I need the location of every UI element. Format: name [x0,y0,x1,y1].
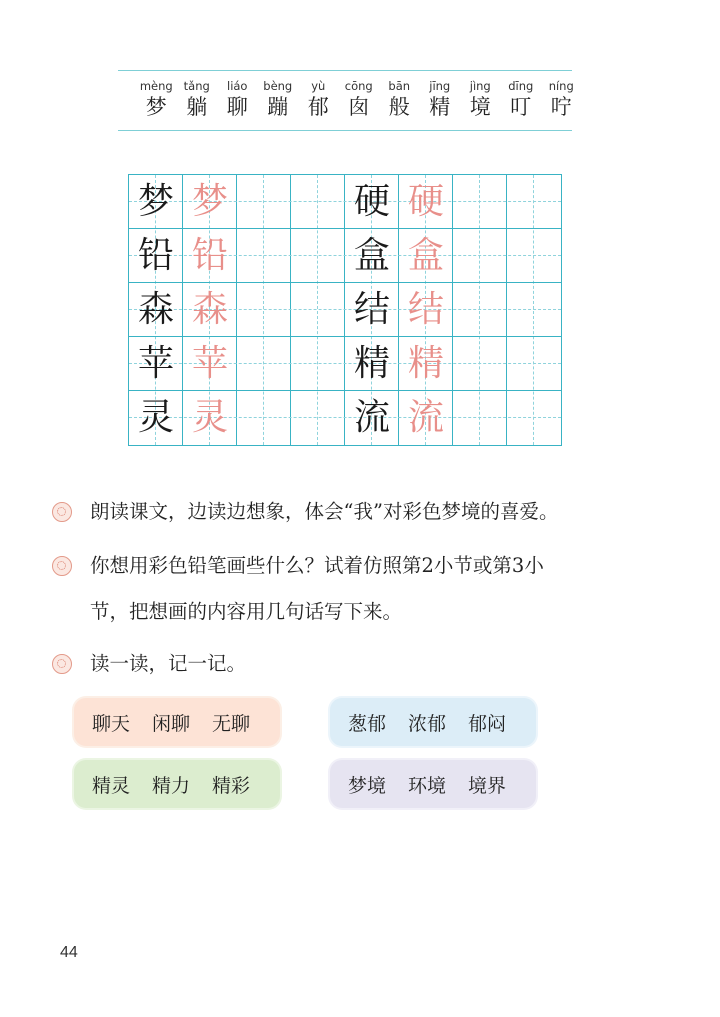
vocab-item [379,78,420,120]
word: 郁闷 [468,712,507,735]
vocab-item [501,78,542,120]
vocab-pinyin: tǎng [183,79,210,93]
vocab-pinyin: jìng [469,79,491,93]
vocab-pinyin: dīng [508,79,534,93]
vocab-item [258,78,299,120]
exercise-bullet-icon [52,556,72,576]
exercise-text: 你想用彩色铅笔画些什么？试着仿照第2小节或第3小 [90,554,544,577]
vocab-pinyin: jīng [429,79,451,93]
model-char: 精 [353,343,390,384]
exercise-text: 读一读，记一记。 [90,652,247,675]
grid-midline [263,175,264,445]
vocab-char: 叮 [510,95,532,119]
word: 葱郁 [348,712,387,735]
grid-line [506,175,507,445]
vocab-char: 郁 [307,95,329,119]
model-char: 森 [137,289,174,330]
word: 聊天 [92,712,131,735]
vocab-char: 精 [429,95,451,119]
word: 环境 [408,774,447,797]
grid-midline [533,175,534,445]
vocab-pinyin: bān [388,79,411,93]
grid-midline [317,175,318,445]
word-box-blue [330,698,536,746]
vocab-pinyin: bèng [263,79,293,93]
vocab-bottom-rule [118,130,572,131]
vocab-item [339,78,380,120]
vocab-item [177,78,218,120]
word: 梦境 [348,774,387,797]
trace-char: 梦 [191,181,228,222]
vocab-item [460,78,501,120]
trace-char: 苹 [191,343,228,384]
word: 精彩 [212,774,251,797]
model-char: 铅 [137,235,174,276]
exercise-text: 朗读课文，边读边想象，体会“我”对彩色梦境的喜爱。 [90,500,559,523]
vocab-item [420,78,461,120]
vocab-char: 蹦 [267,95,289,119]
model-char: 苹 [137,343,174,384]
vocab-char: 般 [388,95,410,119]
vocab-item [541,78,582,120]
vocab-pinyin: mèng [139,79,173,93]
model-char: 结 [353,289,390,330]
word: 精力 [152,774,191,797]
vocab-item [217,78,258,120]
vocab-item [298,78,339,120]
vocab-char: 囱 [348,95,370,119]
model-char: 灵 [137,397,174,438]
model-char: 梦 [137,181,174,222]
word: 浓郁 [408,712,447,735]
trace-char: 流 [407,397,444,438]
vocab-pinyin: liáo [227,79,248,93]
word: 闲聊 [152,712,191,735]
model-char: 流 [353,397,390,438]
vocab-pinyin: níng [548,79,574,93]
vocab-char: 梦 [145,95,167,119]
word: 境界 [468,774,507,797]
vocab-char: 躺 [186,95,208,119]
word-box-green [74,760,280,808]
word-box-orange [74,698,280,746]
trace-char: 硬 [407,181,444,222]
vocab-list [136,78,582,120]
word: 无聊 [212,712,251,735]
vocab-pinyin: cōng [344,79,373,93]
trace-char: 盒 [407,235,444,276]
trace-char: 森 [191,289,228,330]
exercise-text-continued: 节，把想画的内容用几句话写下来。 [90,600,403,623]
trace-char: 精 [407,343,444,384]
trace-char: 结 [407,289,444,330]
model-char: 硬 [353,181,390,222]
grid-line [290,175,291,445]
trace-char: 铅 [191,235,228,276]
model-char: 盒 [353,235,390,276]
vocab-char: 境 [469,95,491,119]
page-number: 44 [60,944,78,961]
word: 精灵 [92,774,131,797]
exercise-bullet-icon [52,654,72,674]
vocab-char: 咛 [550,95,572,119]
word-box-purple [330,760,536,808]
trace-char: 灵 [191,397,228,438]
vocab-item [136,78,177,120]
vocab-char: 聊 [226,95,248,119]
writing-grid [128,174,562,446]
grid-midline [479,175,480,445]
exercise-bullet-icon [52,502,72,522]
vocab-pinyin: yù [311,79,326,93]
vocab-top-rule [118,70,572,71]
